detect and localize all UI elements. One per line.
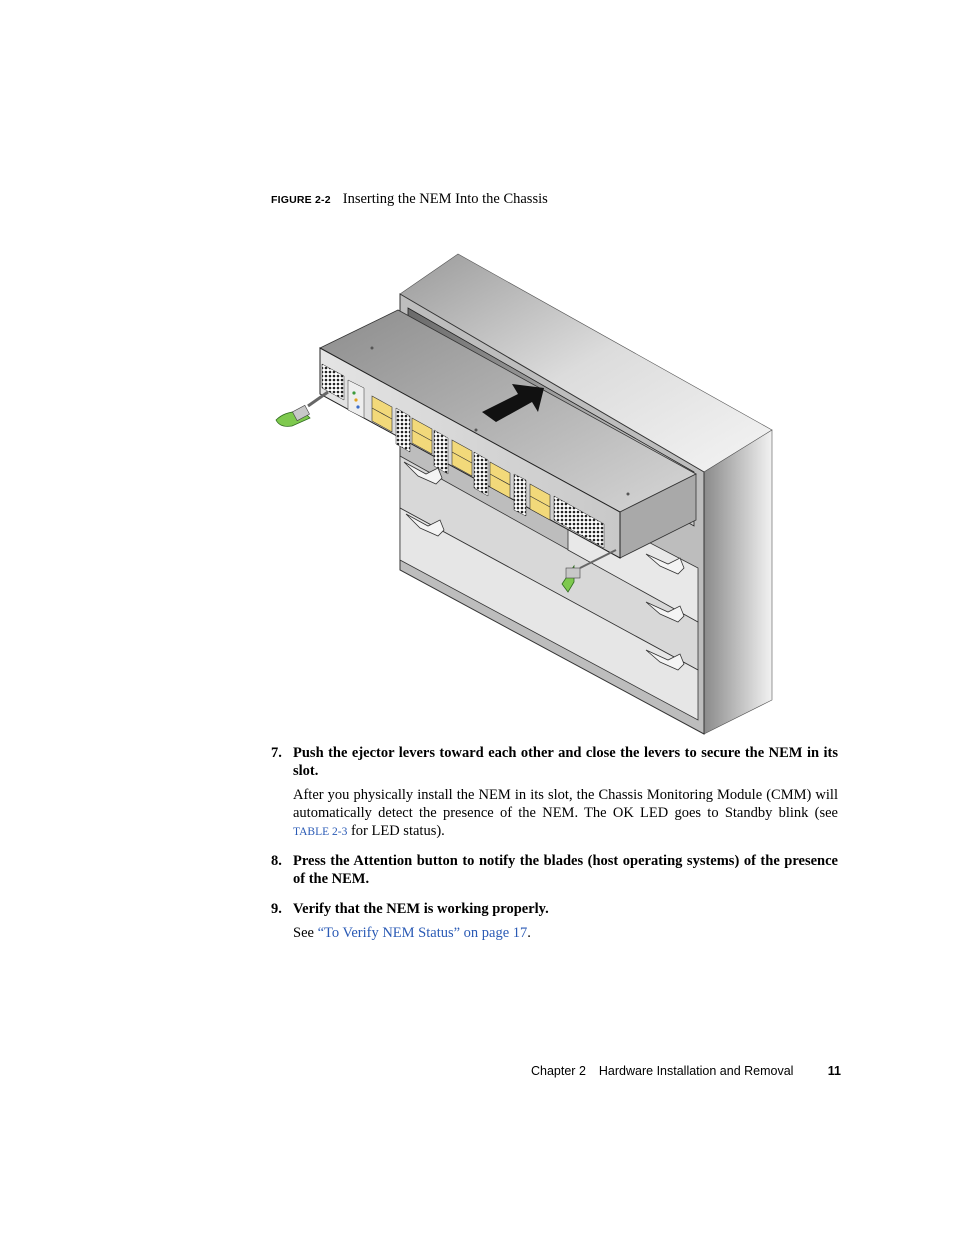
step-text: Verify that the NEM is working properly. — [293, 901, 549, 917]
page-footer — [531, 1064, 841, 1078]
step-number: 9. — [271, 901, 282, 917]
ejector-lever-left — [276, 392, 328, 426]
step-8 — [271, 852, 838, 888]
para-text: . — [527, 925, 531, 941]
verify-status-link[interactable]: “To Verify NEM Status” on page 17 — [317, 925, 528, 941]
step-7 — [271, 744, 838, 780]
step-text: Push the ejector levers toward each other and close the levers to secure the NEM in its slot. — [293, 745, 838, 779]
step-number: 7. — [271, 745, 282, 761]
page-number: 11 — [827, 1064, 841, 1078]
figure-caption — [271, 191, 548, 208]
footer-section: Hardware Installation and Removal — [598, 1064, 794, 1078]
step-9-description — [293, 924, 838, 942]
step-7-description — [293, 786, 838, 841]
figure-label: FIGURE 2-2 — [271, 194, 331, 206]
step-9 — [271, 900, 838, 918]
nem-insertion-illustration — [268, 250, 778, 740]
para-text: After you physically install the NEM in its slot, the Chassis Monitoring Module (CMM) will automatically detect the presence of the NEM. The OK LED goes to Standby blink (see — [293, 787, 838, 821]
table-reference-link[interactable]: TABLE 2-3 — [293, 826, 348, 838]
step-number: 8. — [271, 853, 282, 869]
footer-chapter: Chapter 2 — [531, 1064, 586, 1078]
figure-title: Inserting the NEM Into the Chassis — [342, 191, 548, 207]
para-text: for LED status). — [347, 823, 445, 839]
step-text: Press the Attention button to notify the blades (host operating systems) of the presence of the NEM. — [293, 853, 838, 887]
para-text: See — [293, 925, 318, 941]
